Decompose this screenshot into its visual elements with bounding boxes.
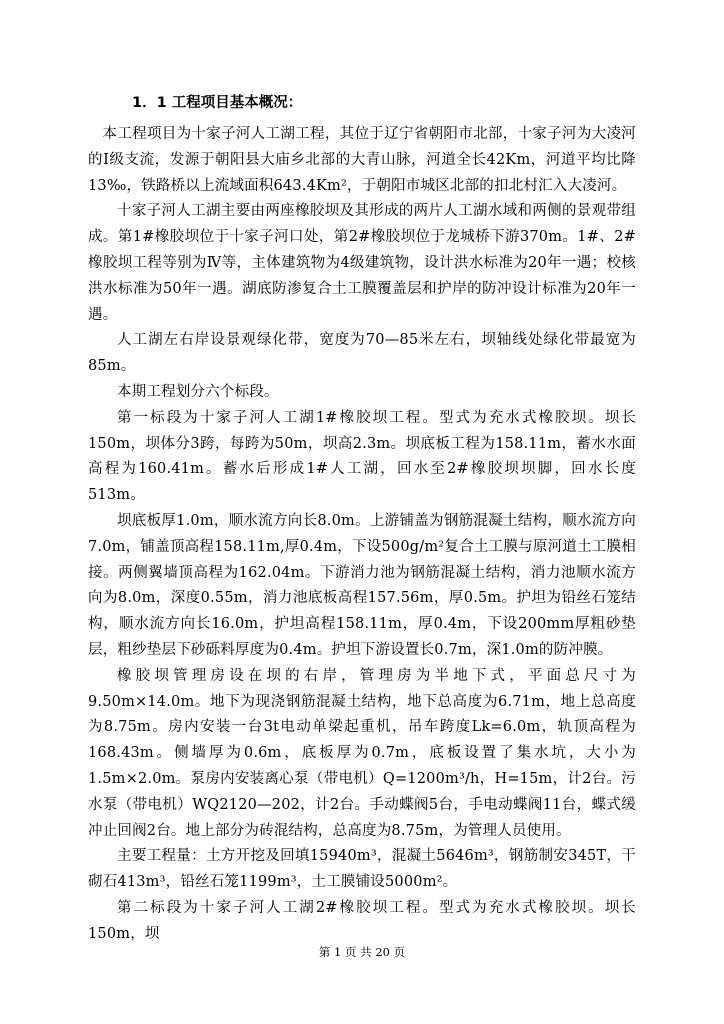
section-heading: 1．1 工程项目基本概况：: [132, 95, 303, 111]
page-footer: 第 1 页 共 20 页: [318, 945, 406, 959]
paragraph-9: 第二标段为十家子河人工湖2#橡胶坝工程。型式为充水式橡胶坝。坝长150m，坝: [88, 899, 636, 942]
document-body: [88, 90, 636, 948]
paragraph-1: 本工程项目为十家子河人工湖工程，其位于辽宁省朝阳市北部，十家子河为大凌河的Ⅰ级支流，发源于朝阳县大庙乡北部的大青山脉，河道全长42Km，河道平均比降13‰，铁路桥以上流域面积643.4Km²，于朝阳市城区北部的扣北村汇入大凌河。: [88, 126, 636, 194]
paragraph-3: 人工湖左右岸设景观绿化带，宽度为70—85米左右，坝轴线处绿化带最宽为85m。: [88, 332, 636, 375]
paragraph-2: 十家子河人工湖主要由两座橡胶坝及其形成的两片人工湖水域和两侧的景观带组成。第1#橡胶坝位于十家子河口处，第2#橡胶坝位于龙城桥下游370m。1#、2#橡胶坝工程等别为Ⅳ等，主体建筑物为4级建筑物，设计洪水标准为20年一遇；校核洪水标准为50年一遇。湖底防渗复合土工膜覆盖层和护岸的防冲设计标准为20年一遇。: [88, 203, 636, 323]
paragraph-7: 橡胶坝管理房设在坝的右岸，管理房为半地下式，平面总尺寸为9.50m×14.0m。地下为现浇钢筋混凝土结构，地下总高度为6.71m，地上总高度为8.75m。房内安装一台3t电动单梁起重机，吊车跨度Lk=6.0m，轨顶高程为168.43m。侧墙厚为0.6m，底板厚为0.7m，底板设置了集水坑，大小为1.5m×2.0m。泵房内安装离心泵（带电机）Q=1200m³/h，H=15m，计2台。污水泵（带电机）WQ2120—202，计2台。手动蝶阀5台，手电动蝶阀11台，蝶式缓冲止回阀2台。地上部分为砖混结构，总高度为8.75m，为管理人员使用。: [88, 667, 636, 839]
paragraph-4: 本期工程划分六个标段。: [117, 383, 279, 400]
paragraph-6: 坝底板厚1.0m，顺水流方向长8.0m。上游铺盖为钢筋混凝土结构，顺水流方向7.0m，铺盖顶高程158.11m,厚0.4m，下设500g/m²复合土工膜与原河道土工膜相接。两侧翼墙顶高程为162.04m。下游消力池为钢筋混凝土结构，消力池顺水流方向为8.0m，深度0.55m，消力池底板高程157.56m，厚0.5m。护坦为铅丝石笼结构，顺水流方向长16.0m，护坦高程158.11m，厚0.4m，下设200mm厚粗砂垫层，粗纱垫层下砂砾料厚度为0.4m。护坦下游设置长0.7m，深1.0m的防冲膜。: [88, 512, 636, 658]
paragraph-5: 第一标段为十家子河人工湖1#橡胶坝工程。型式为充水式橡胶坝。坝长150m，坝体分3跨，每跨为50m，坝高2.3m。坝底板工程为158.11m，蓄水水面高程为160.41m。蓄水后形成1#人工湖，回水至2#橡胶坝坝脚，回水长度513m。: [88, 409, 636, 504]
paragraph-8: 主要工程量：土方开挖及回填15940m³，混凝土5646m³，钢筋制安345T，干砌石413m³，铅丝石笼1199m³，土工膜铺设5000m²。: [88, 848, 636, 891]
